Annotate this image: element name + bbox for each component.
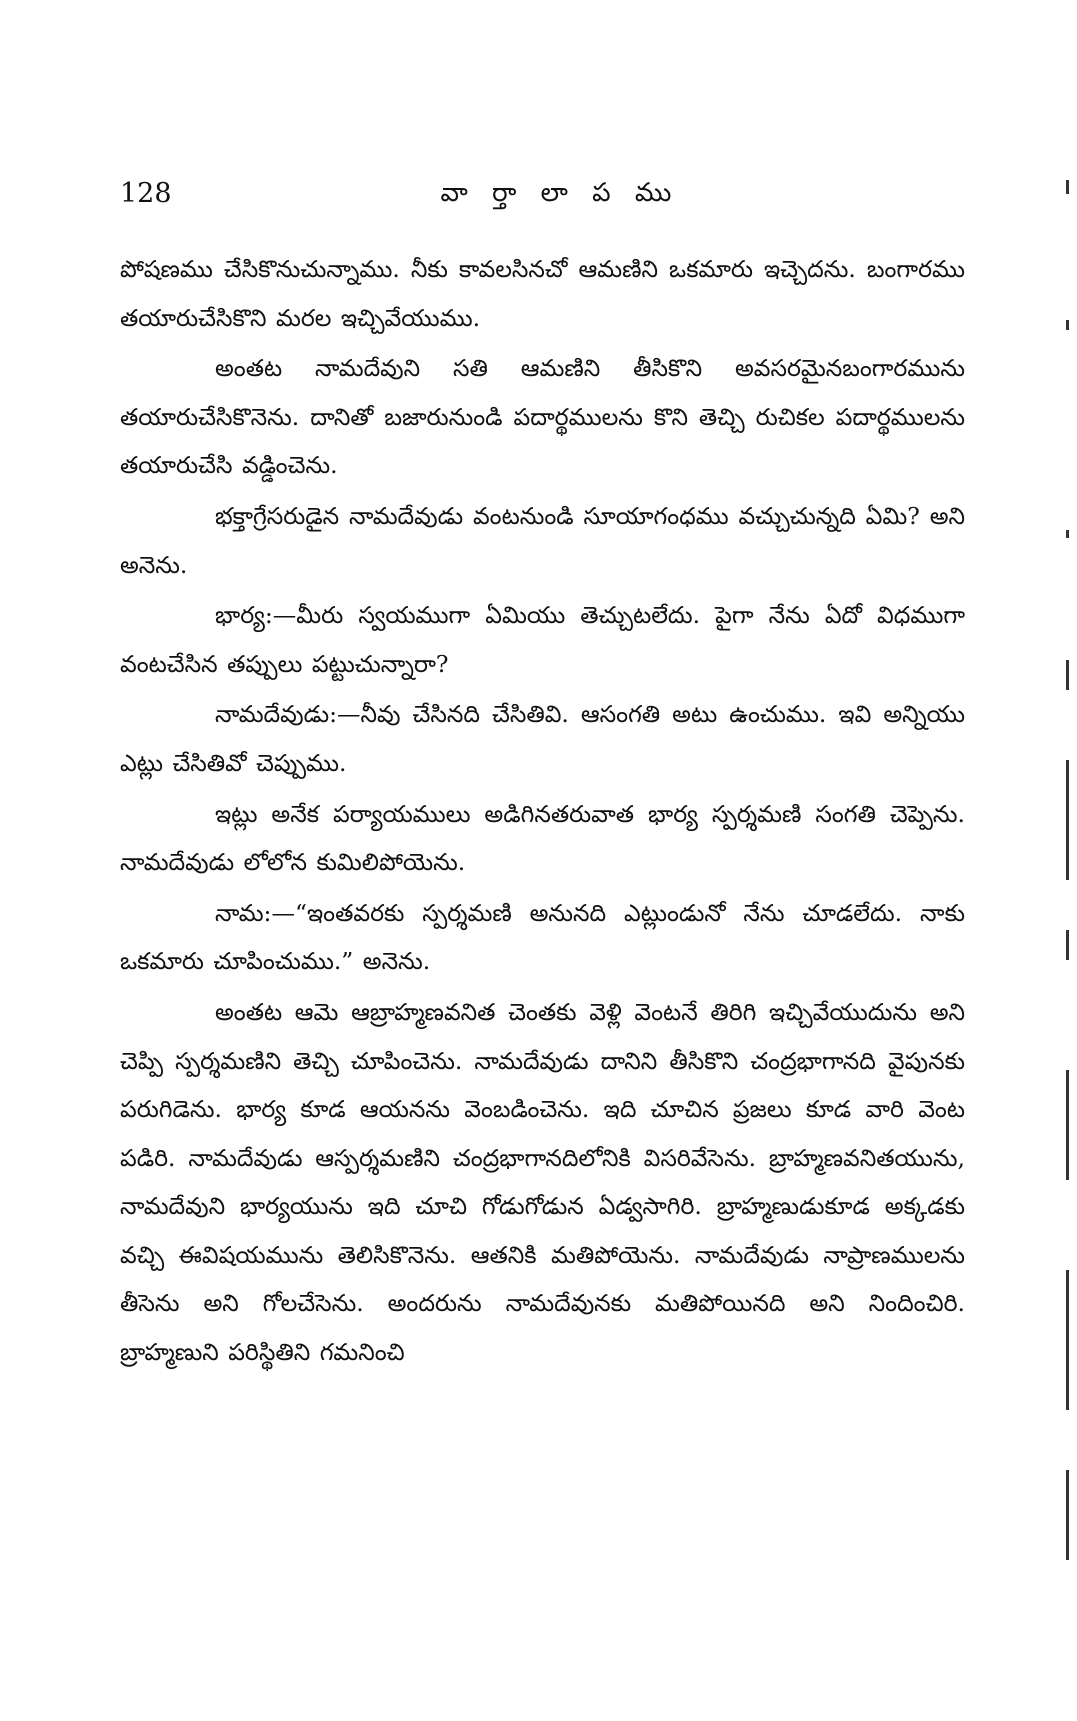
paragraph-2: అంతట నామదేవుని సతి ఆమణిని తీసికొని అవసరమైనబంగారమును తయారుచేసికొనెను. దానితో బజారునుండి పదార్థములను కొని తెచ్చి రుచికల పదార్థములను తయారుచేసి వడ్డించెను. [120,354,965,480]
scan-mark [1066,1070,1069,1180]
page-header [120,178,960,218]
scan-mark [1066,320,1069,330]
paragraph-8: అంతట ఆమె ఆబ్రాహ్మణవనిత చెంతకు వెళ్లి వెంటనే తిరిగి ఇచ్చివేయుదును అని చెప్పి స్పర్శమణిని తెచ్చి చూపించెను. నామదేవుడు దానిని తీసికొని చంద్రభాగానది వైపునకు పరుగిడెను. భార్య కూడ ఆయనను వెంబడించెను. ఇది చూచిన ప్రజలు కూడ వారి వెంట పడిరి. నామదేవుడు ఆస్పర్శమణిని చంద్రభాగానదిలోనికి విసరివేసెను. బ్రాహ్మణవనితయును, నామదేవుని భార్యయును ఇది చూచి గోడుగోడున ఏడ్వసాగిరి. బ్రాహ్మణుడుకూడ అక్కడకు వచ్చి ఈవిషయమును తెలిసికొనెను. ఆతనికి మతిపోయెను. నామదేవుడు నాప్రాణములను తీసెను అని గోలచేసెను. అందరును నామదేవునకు మతిపోయినది అని నిందించిరి. బ్రాహ్మణుని పరిస్థితిని గమనించి [120,997,965,1367]
running-title: వా ర్తా లా ప ము [440,178,680,208]
scan-mark [1066,760,1069,880]
paragraph-4: భార్య:—మీరు స్వయముగా ఏమియు తెచ్చుటలేదు. పైగా నేను ఏదో విధముగా వంటచేసిన తప్పులు పట్టుచున్నారా? [120,601,965,678]
paragraph-3: భక్తాగ్రేసరుడైన నామదేవుడు వంటనుండి సూయాగంధము వచ్చుచున్నది ఏమి? అని అనెను. [120,501,965,579]
scan-mark [1066,1470,1069,1560]
body-text [120,245,965,1379]
scan-mark [1066,180,1069,194]
scan-mark [1066,530,1069,538]
paragraph-1: పోషణము చేసికొనుచున్నాము. నీకు కావలసినచో ఆమణిని ఒకమారు ఇచ్చెదను. బంగారము తయారుచేసికొని మరల ఇచ్చివేయుము. [120,255,965,332]
paragraph-7: నామ:—“ఇంతవరకు స్పర్శమణి అనునది ఎట్లుండునో నేను చూడలేదు. నాకు ఒకమారు చూపించుము.” అనెను. [120,898,965,976]
scan-edge-marks [1049,170,1069,1570]
page-number: 128 [120,178,172,209]
scan-mark [1066,660,1069,690]
paragraph-5: నామదేవుడు:—నీవు చేసినది చేసితివి. ఆసంగతి అటు ఉంచుము. ఇవి అన్నియు ఎట్లు చేసితివో చెప్పుము. [120,700,965,777]
paragraph-6: ఇట్లు అనేక పర్యాయములు అడిగినతరువాత భార్య స్పర్శమణి సంగతి చెప్పెను. నామదేవుడు లోలోన కుమిలిపోయెను. [120,799,965,877]
scan-mark [1066,930,1069,960]
scan-mark [1066,1270,1069,1410]
